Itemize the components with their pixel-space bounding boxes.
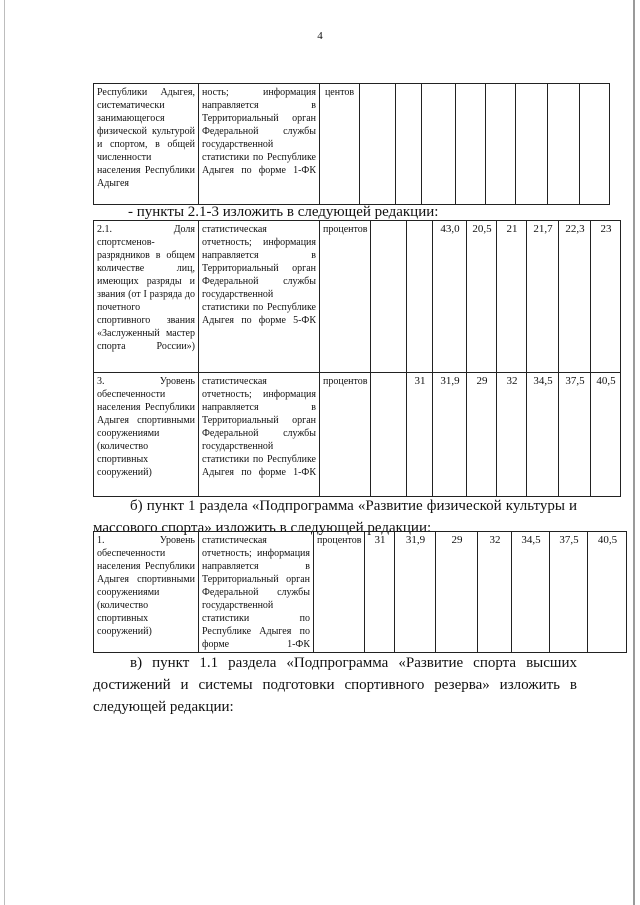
scan-right-edge: [633, 0, 635, 905]
table-row: [94, 221, 621, 373]
value-cell: 21,7: [527, 221, 559, 373]
value-cell: 31: [407, 373, 433, 497]
indicator-cell: 1. Уровень обеспеченности населения Республики Адыгея спортивными сооружениями (количество спортивных сооружений): [94, 532, 199, 653]
table-row: [94, 532, 627, 653]
source-cell: статистическая отчетность; информация направляется в Территориальный орган Федеральной службы государственной статистики по Республике Адыгея по форме 5-ФК: [199, 221, 320, 373]
value-cell: [360, 84, 396, 205]
value-cell: 32: [497, 373, 527, 497]
table-items-2-3: [93, 220, 621, 497]
value-cell: 40,5: [588, 532, 627, 653]
value-cell: 21: [497, 221, 527, 373]
indicator-cell: 2.1. Доля спортсменов-разрядников в общем количестве лиц, имеющих разряды и звания (от I разряда до почетного спортивного звания «Заслуженный мастер спорта России»): [94, 221, 199, 373]
value-cell: [396, 84, 422, 205]
table-item-1: [93, 531, 627, 653]
value-cell: 23: [591, 221, 621, 373]
value-cell: 32: [478, 532, 512, 653]
table-row: [94, 84, 610, 205]
value-cell: 34,5: [512, 532, 550, 653]
value-cell: 31: [365, 532, 395, 653]
unit-cell: процентов: [320, 221, 371, 373]
scan-left-edge: [4, 0, 5, 905]
value-cell: [371, 373, 407, 497]
table-continued: [93, 83, 610, 205]
value-cell: [371, 221, 407, 373]
source-cell: статистическая отчетность; информация направляется в Территориальный орган Федеральной службы государственной статистики по Республике Адыгея по форме 1-ФК: [199, 373, 320, 497]
value-cell: [422, 84, 456, 205]
value-cell: 31,9: [395, 532, 436, 653]
indicator-cell: Республики Адыгея, систематически занимающегося физической культурой и спортом, в общей численности населения Республики Адыгея: [94, 84, 199, 205]
value-cell: [548, 84, 580, 205]
value-cell: 31,9: [433, 373, 467, 497]
value-cell: [456, 84, 486, 205]
value-cell: 43,0: [433, 221, 467, 373]
page-number: 4: [317, 30, 323, 42]
table-row: [94, 373, 621, 497]
value-cell: [407, 221, 433, 373]
value-cell: 29: [436, 532, 478, 653]
section-heading-a: - пункты 2.1-3 изложить в следующей редакции:: [128, 204, 439, 220]
value-cell: 37,5: [550, 532, 588, 653]
unit-cell: процентов: [320, 373, 371, 497]
unit-cell: центов: [320, 84, 360, 205]
section-heading-b: б) пункт 1 раздела «Подпрограмма «Развитие физической культуры и массового спорта» изложить в следующей редакции:: [93, 498, 577, 536]
value-cell: 29: [467, 373, 497, 497]
value-cell: 37,5: [559, 373, 591, 497]
value-cell: [580, 84, 610, 205]
value-cell: 20,5: [467, 221, 497, 373]
source-cell: статистическая отчетность; информация направляется в Территориальный орган Федеральной службы государственной статистики по Республике Адыгея по форме 1-ФК: [199, 532, 314, 653]
value-cell: [486, 84, 516, 205]
indicator-cell: 3. Уровень обеспеченности населения Республики Адыгея спортивными сооружениями (количество спортивных сооружений): [94, 373, 199, 497]
source-cell: ность; информация направляется в Территориальный орган Федеральной службы государственной статистики по Республике Адыгея по форме 1-ФК: [199, 84, 320, 205]
value-cell: 40,5: [591, 373, 621, 497]
unit-cell: процентов: [314, 532, 365, 653]
value-cell: [516, 84, 548, 205]
section-heading-c: в) пункт 1.1 раздела «Подпрограмма «Развитие спорта высших достижений и системы подготовки спортивного резерва» изложить в следующей редакции:: [93, 655, 577, 715]
value-cell: 22,3: [559, 221, 591, 373]
value-cell: 34,5: [527, 373, 559, 497]
